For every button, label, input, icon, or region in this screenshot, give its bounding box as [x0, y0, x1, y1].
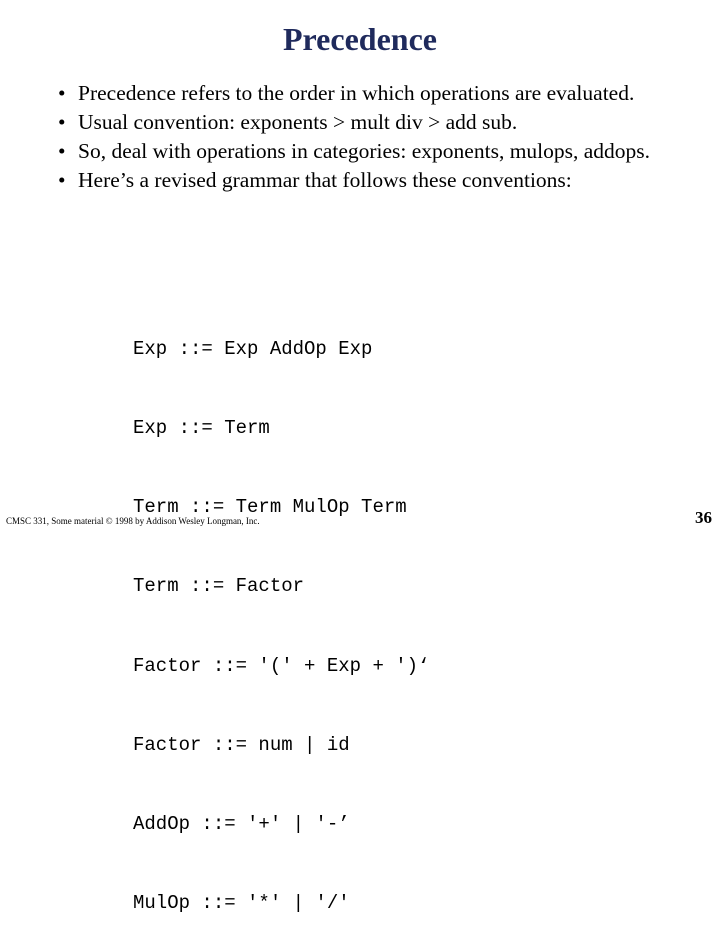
grammar-rule: Factor ::= num | id: [133, 733, 350, 756]
bullet-list: [58, 82, 678, 198]
bullet-item: [58, 82, 678, 105]
slide-title: Precedence: [283, 21, 437, 57]
footer-copyright: CMSC 331, Some material © 1998 by Addison Wesley Longman, Inc.: [6, 516, 260, 526]
bullet-icon: •: [58, 168, 66, 192]
bullet-text: So, deal with operations in categories: exponents, mulops, addops.: [78, 139, 651, 163]
bullet-text: Usual convention: exponents > mult div > add sub.: [78, 110, 518, 134]
bullet-icon: •: [58, 81, 66, 105]
bullet-icon: •: [58, 139, 66, 163]
page-number: 36: [695, 508, 712, 527]
grammar-rules: [133, 283, 429, 943]
bullet-item: [58, 169, 678, 192]
bullet-item: [58, 111, 678, 134]
grammar-rule: Factor ::= '(' + Exp + ')‘: [133, 654, 430, 677]
grammar-rule: Term ::= Factor: [133, 575, 305, 598]
grammar-rule: Exp ::= Exp AddOp Exp: [133, 337, 373, 360]
grammar-rule: AddOp ::= '+' | '-’: [133, 813, 350, 836]
grammar-rule: Exp ::= Term: [133, 417, 270, 440]
bullet-text: Here’s a revised grammar that follows these conventions:: [78, 168, 572, 192]
bullet-item: [58, 140, 678, 163]
grammar-rule: Term ::= Term MulOp Term: [133, 496, 407, 519]
bullet-text: Precedence refers to the order in which operations are evaluated.: [78, 81, 635, 105]
grammar-rule: MulOp ::= '*' | '/': [133, 892, 350, 915]
bullet-icon: •: [58, 110, 66, 134]
